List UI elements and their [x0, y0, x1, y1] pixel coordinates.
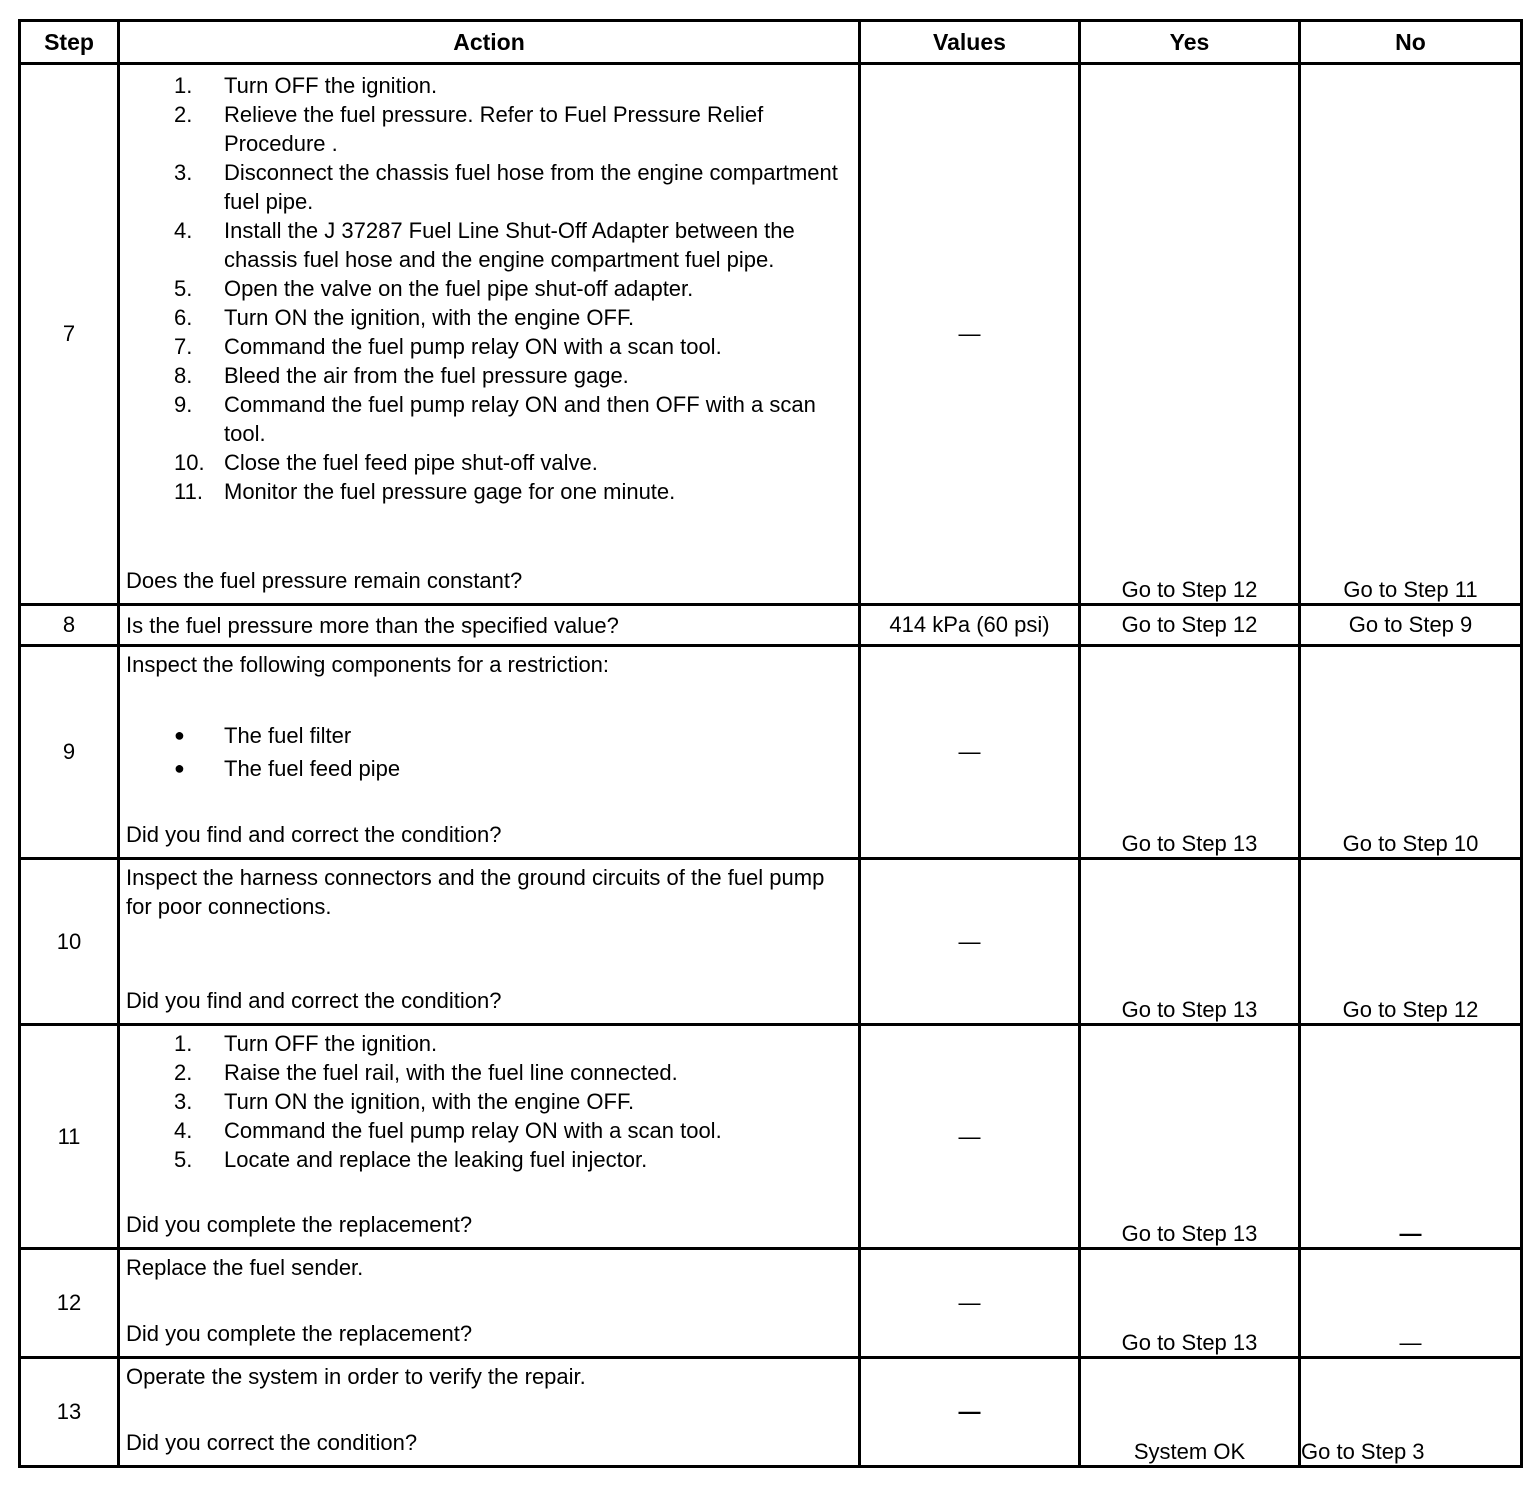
list-text: Turn OFF the ignition. [224, 1031, 438, 1056]
step-number: 8 [20, 605, 119, 646]
table-row-step-11 [20, 1025, 1522, 1249]
list-text: Close the fuel feed pipe shut-off valve. [224, 450, 598, 475]
list-item [126, 477, 852, 506]
no-cell: Go to Step 10 [1300, 646, 1522, 859]
list-number: 3. [174, 1089, 193, 1114]
yes-cell: System OK [1080, 1358, 1300, 1467]
table-row-step-13 [20, 1358, 1522, 1467]
bullet-list [126, 719, 852, 785]
numbered-list [126, 71, 852, 506]
value-cell: — [860, 859, 1080, 1025]
list-text: Command the fuel pump relay ON and then OFF with a scan tool. [224, 392, 816, 446]
no-cell: Go to Step 11 [1300, 64, 1522, 605]
list-number: 7. [174, 334, 193, 359]
bullet-icon: ● [174, 758, 185, 778]
list-item [126, 719, 852, 752]
action-cell [119, 1025, 860, 1249]
header-yes: Yes [1080, 21, 1300, 64]
list-number: 4. [174, 1118, 193, 1143]
list-item [126, 1087, 852, 1116]
value-cell: — [860, 1025, 1080, 1249]
list-text: Command the fuel pump relay ON with a scan tool. [224, 334, 722, 359]
action-question: Did you complete the replacement? [126, 1321, 473, 1346]
no-cell: — [1300, 1025, 1522, 1249]
step-number: 9 [20, 646, 119, 859]
list-text: Turn ON the ignition, with the engine OFF. [224, 305, 635, 330]
yes-cell: Go to Step 12 [1080, 64, 1300, 605]
list-number: 1. [174, 73, 193, 98]
list-item [126, 1058, 852, 1087]
list-number: 3. [174, 160, 193, 185]
list-text: Bleed the air from the fuel pressure gage. [224, 363, 629, 388]
list-item [126, 1029, 852, 1058]
yes-cell: Go to Step 12 [1080, 605, 1300, 646]
bullet-icon: ● [174, 725, 185, 745]
table-row-step-7 [20, 64, 1522, 605]
action-question: Did you complete the replacement? [126, 1212, 473, 1237]
no-cell: Go to Step 9 [1300, 605, 1522, 646]
step-number: 7 [20, 64, 119, 605]
list-number: 5. [174, 1147, 193, 1172]
list-number: 1. [174, 1031, 193, 1056]
yes-cell: Go to Step 13 [1080, 859, 1300, 1025]
list-text: Locate and replace the leaking fuel injector. [224, 1147, 648, 1172]
action-question: Is the fuel pressure more than the specified value? [126, 612, 619, 638]
header-step: Step [20, 21, 119, 64]
action-question: Did you find and correct the condition? [126, 988, 502, 1013]
list-text: Raise the fuel rail, with the fuel line connected. [224, 1060, 678, 1085]
header-row [20, 21, 1522, 64]
list-text: Relieve the fuel pressure. Refer to Fuel Pressure Relief Procedure . [224, 102, 764, 156]
list-number: 9. [174, 392, 193, 417]
action-cell [119, 646, 860, 859]
action-intro: Inspect the harness connectors and the ground circuits of the fuel pump for poor connections. [126, 865, 825, 919]
list-number: 2. [174, 1060, 193, 1085]
step-number: 11 [20, 1025, 119, 1249]
list-item [126, 1145, 852, 1174]
action-cell [119, 1358, 860, 1467]
value-cell: — [860, 64, 1080, 605]
list-text: Turn OFF the ignition. [224, 73, 438, 98]
list-text: Command the fuel pump relay ON with a scan tool. [224, 1118, 722, 1143]
list-number: 11. [174, 479, 203, 504]
action-cell [119, 859, 860, 1025]
list-item [126, 390, 852, 448]
list-text: The fuel filter [224, 723, 352, 748]
step-number: 12 [20, 1249, 119, 1358]
table-row-step-12 [20, 1249, 1522, 1358]
action-intro: Inspect the following components for a restriction: [126, 652, 610, 677]
list-number: 10. [174, 450, 205, 475]
diagnostic-table [18, 19, 1523, 1468]
list-item [126, 274, 852, 303]
list-item [126, 303, 852, 332]
action-cell [119, 64, 860, 605]
yes-cell: Go to Step 13 [1080, 1249, 1300, 1358]
list-item [126, 752, 852, 785]
list-text: The fuel feed pipe [224, 756, 401, 781]
step-number: 10 [20, 859, 119, 1025]
list-text: Install the J 37287 Fuel Line Shut-Off Adapter between the chassis fuel hose and the engine compartment fuel pipe. [224, 218, 795, 272]
action-intro: Operate the system in order to verify the repair. [126, 1364, 586, 1389]
value-cell: 414 kPa (60 psi) [860, 605, 1080, 646]
action-question: Did you correct the condition? [126, 1430, 418, 1455]
list-item [126, 216, 852, 274]
no-cell: Go to Step 3 [1300, 1358, 1522, 1467]
list-text: Open the valve on the fuel pipe shut-off adapter. [224, 276, 694, 301]
list-text: Turn ON the ignition, with the engine OFF. [224, 1089, 635, 1114]
numbered-list [126, 1029, 852, 1174]
list-item [126, 448, 852, 477]
list-item [126, 71, 852, 100]
list-item [126, 1116, 852, 1145]
list-text: Monitor the fuel pressure gage for one minute. [224, 479, 676, 504]
table-row-step-10 [20, 859, 1522, 1025]
list-number: 8. [174, 363, 193, 388]
list-text: Disconnect the chassis fuel hose from the engine compartment fuel pipe. [224, 160, 838, 214]
list-item [126, 332, 852, 361]
header-no: No [1300, 21, 1522, 64]
step-number: 13 [20, 1358, 119, 1467]
list-number: 6. [174, 305, 193, 330]
list-item [126, 158, 852, 216]
action-cell [119, 1249, 860, 1358]
table-row-step-8 [20, 605, 1522, 646]
yes-cell: Go to Step 13 [1080, 1025, 1300, 1249]
no-cell: Go to Step 12 [1300, 859, 1522, 1025]
header-values: Values [860, 21, 1080, 64]
list-number: 5. [174, 276, 193, 301]
action-question: Did you find and correct the condition? [126, 822, 502, 847]
yes-cell: Go to Step 13 [1080, 646, 1300, 859]
table-row-step-9 [20, 646, 1522, 859]
header-action: Action [119, 21, 860, 64]
list-number: 4. [174, 218, 193, 243]
action-cell [119, 605, 860, 646]
list-item [126, 100, 852, 158]
list-number: 2. [174, 102, 193, 127]
value-cell: — [860, 646, 1080, 859]
no-cell: — [1300, 1249, 1522, 1358]
list-item [126, 361, 852, 390]
value-cell: — [860, 1249, 1080, 1358]
action-question: Does the fuel pressure remain constant? [126, 568, 523, 593]
value-cell: — [860, 1358, 1080, 1467]
action-intro: Replace the fuel sender. [126, 1255, 364, 1280]
